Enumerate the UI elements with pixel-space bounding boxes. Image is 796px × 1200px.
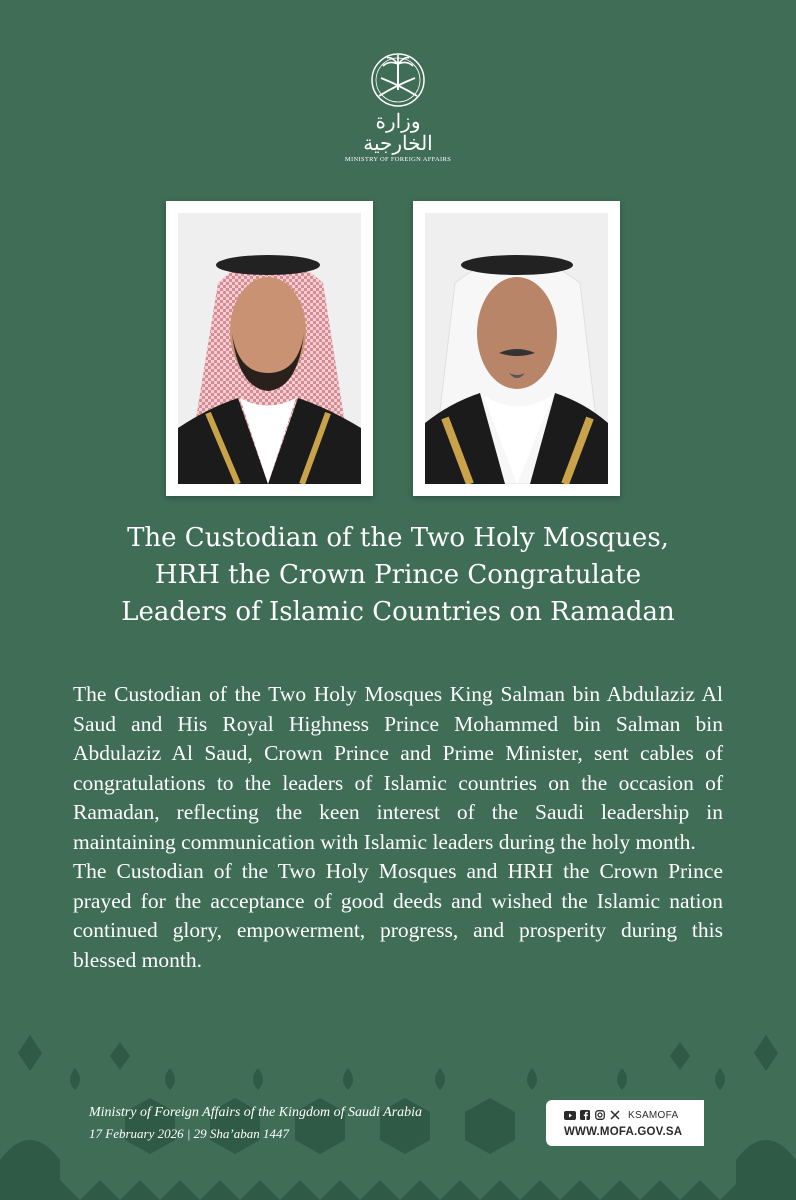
social-icons-row <box>564 1108 694 1122</box>
crown-prince-portrait <box>178 213 361 484</box>
headline-line-3: Leaders of Islamic Countries on Ramadan <box>121 597 675 627</box>
footer-organization: Ministry of Foreign Affairs of the Kingdom of Saudi Arabia <box>89 1105 423 1120</box>
social-contact-box <box>546 1100 704 1146</box>
headline-line-2: HRH the Crown Prince Congratulate <box>154 560 642 590</box>
king-portrait-frame <box>413 201 620 496</box>
headline <box>40 520 756 631</box>
body-paragraph-1: The Custodian of the Two Holy Mosques King Salman bin Abdulaziz Al Saud and His Royal Highness Prince Mohammed bin Salman bin Abdulaziz Al Saud, Crown Prince and Prime Minister, sent cables of congratulations to the leaders of Islamic countries on the occasion of Ramadan, reflecting the keen interest of the Saudi leadership in maintaining communication with Islamic leaders during the holy month. <box>73 682 723 854</box>
social-handle[interactable]: KSAMOFA <box>628 1109 679 1121</box>
logo-arabic-text: وزارة الخارجية <box>363 109 433 155</box>
website-link[interactable]: WWW.MOFA.GOV.SA <box>564 1126 683 1138</box>
logo-english-text: MINISTRY OF FOREIGN AFFAIRS <box>344 156 452 163</box>
palm-and-swords-emblem-icon <box>365 50 431 108</box>
facebook-icon[interactable] <box>579 1110 591 1121</box>
crown-prince-portrait-frame <box>166 201 373 496</box>
headline-line-1: The Custodian of the Two Holy Mosques, <box>127 523 669 553</box>
body-paragraph-2: The Custodian of the Two Holy Mosques and HRH the Crown Prince prayed for the acceptance of good deeds and wished the Islamic nation continued glory, empowerment, progress, and prosperity during this blessed month. <box>73 859 723 972</box>
king-portrait <box>425 213 608 484</box>
body-text <box>73 680 723 975</box>
instagram-icon[interactable] <box>594 1110 606 1121</box>
ministry-logo <box>338 50 458 163</box>
footer-date: 17 February 2026 | 29 Sha’aban 1447 <box>89 1126 290 1141</box>
footer-credit <box>89 1104 422 1143</box>
youtube-icon[interactable] <box>564 1110 576 1121</box>
x-icon[interactable] <box>609 1110 621 1121</box>
